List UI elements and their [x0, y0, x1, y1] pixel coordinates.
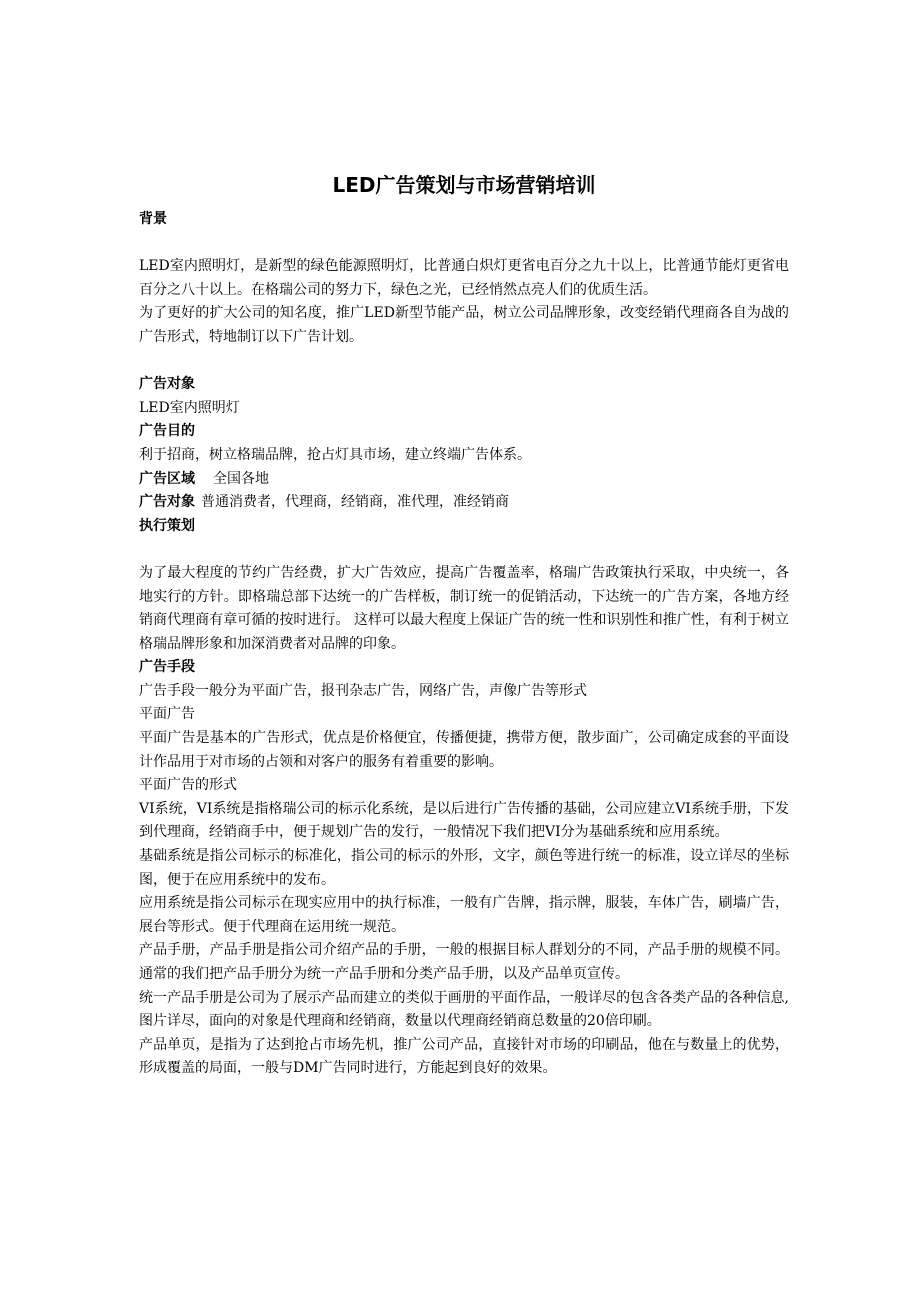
application-system-text: 应用系统是指公司标示在现实应用中的执行标准，一般有广告牌，指示牌，服装，车体广告，刷墙广告，展台等形式。便于代理商在运用统一规范。	[139, 895, 789, 935]
execution-text: 为了最大程度的节约广告经费，扩大广告效应，提高广告覆盖率，格瑞广告政策执行采取，中央统一，各地实行的方针。即格瑞总部下达统一的广告样板，制订统一的促销活动，下达统一的广告方案，各地方经销商代理商有章可循的按时进行。 这样可以最大程度上保证广告的统一性和识别性和推广性，有利于树立格瑞品牌形象和加深消费者对品牌的印象。	[139, 564, 789, 652]
audience-heading: 广告对象	[139, 494, 195, 511]
background-paragraph-2: 为了更好的扩大公司的知名度，推广LED新型节能产品，树立公司品牌形象，改变经销代理商各自为战的广告形式，特地制订以下广告计划。	[139, 305, 789, 345]
means-intro: 广告手段一般分为平面广告，报刊杂志广告，网络广告，声像广告等形式	[139, 682, 587, 699]
target-heading: 广告对象	[139, 376, 195, 393]
print-text: 平面广告是基本的广告形式，优点是价格便宜，传播便捷，携带方便，散步面广，公司确定成套的平面设计作品用于对市场的占领和对客户的服务有着重要的影响。	[139, 730, 789, 770]
single-page-text: 产品单页，是指为了达到抢占市场先机，推广公司产品，直接针对市场的印刷品，他在与数量上的优势，形成覆盖的局面，一般与DM广告同时进行，方能起到良好的效果。	[139, 1036, 789, 1077]
background-paragraph-1: LED室内照明灯，是新型的绿色能源照明灯，比普通白炽灯更省电百分之九十以上，比普通节能灯更省电百分之八十以上。在格瑞公司的努力下，绿色之光，已经悄然点亮人们的优质生活。	[139, 258, 789, 298]
document-page	[139, 170, 789, 1081]
background-heading: 背景	[139, 211, 167, 227]
region-heading: 广告区域	[139, 470, 195, 487]
print-forms-label: 平面广告的形式	[139, 777, 237, 794]
means-heading: 广告手段	[139, 659, 195, 676]
spacer	[139, 232, 789, 256]
purpose-text: 利于招商，树立格瑞品牌，抢占灯具市场，建立终端广告体系。	[139, 446, 531, 463]
spacer	[139, 350, 789, 374]
product-manual-text: 产品手册，产品手册是指公司介绍产品的手册，一般的根据目标人群划分的不同，产品手册的规模不同。通常的我们把产品手册分为统一产品手册和分类产品手册，以及产品单页宣传。	[139, 942, 789, 982]
audience-line	[139, 491, 789, 515]
spacer	[139, 538, 789, 562]
print-label: 平面广告	[139, 706, 195, 723]
region-line	[139, 468, 789, 492]
execution-heading: 执行策划	[139, 517, 195, 534]
document-title: LED广告策划与市场营销培训	[332, 173, 596, 197]
unified-manual-text: 统一产品手册是公司为了展示产品而建立的类似于画册的平面作品，一般详尽的包含各类产品的各种信息,图片详尽，面向的对象是代理商和经销商，数量以代理商经销商总数量的20倍印刷。	[139, 989, 789, 1030]
target-text: LED室内照明灯	[139, 399, 240, 416]
vi-text: VI系统，VI系统是指格瑞公司的标示化系统，是以后进行广告传播的基础，公司应建立VI系统手册，下发到代理商，经销商手中，便于规划广告的发行，一般情况下我们把VI分为基础系统和应用系统。	[139, 800, 789, 841]
audience-text: 普通消费者，代理商，经销商，准代理，准经销商	[201, 494, 509, 511]
basic-system-text: 基础系统是指公司标示的标准化，指公司的标示的外形，文字，颜色等进行统一的标准，设立详尽的坐标图，便于在应用系统中的发布。	[139, 848, 789, 888]
region-text: 全国各地	[213, 470, 269, 487]
purpose-heading: 广告目的	[139, 423, 195, 440]
